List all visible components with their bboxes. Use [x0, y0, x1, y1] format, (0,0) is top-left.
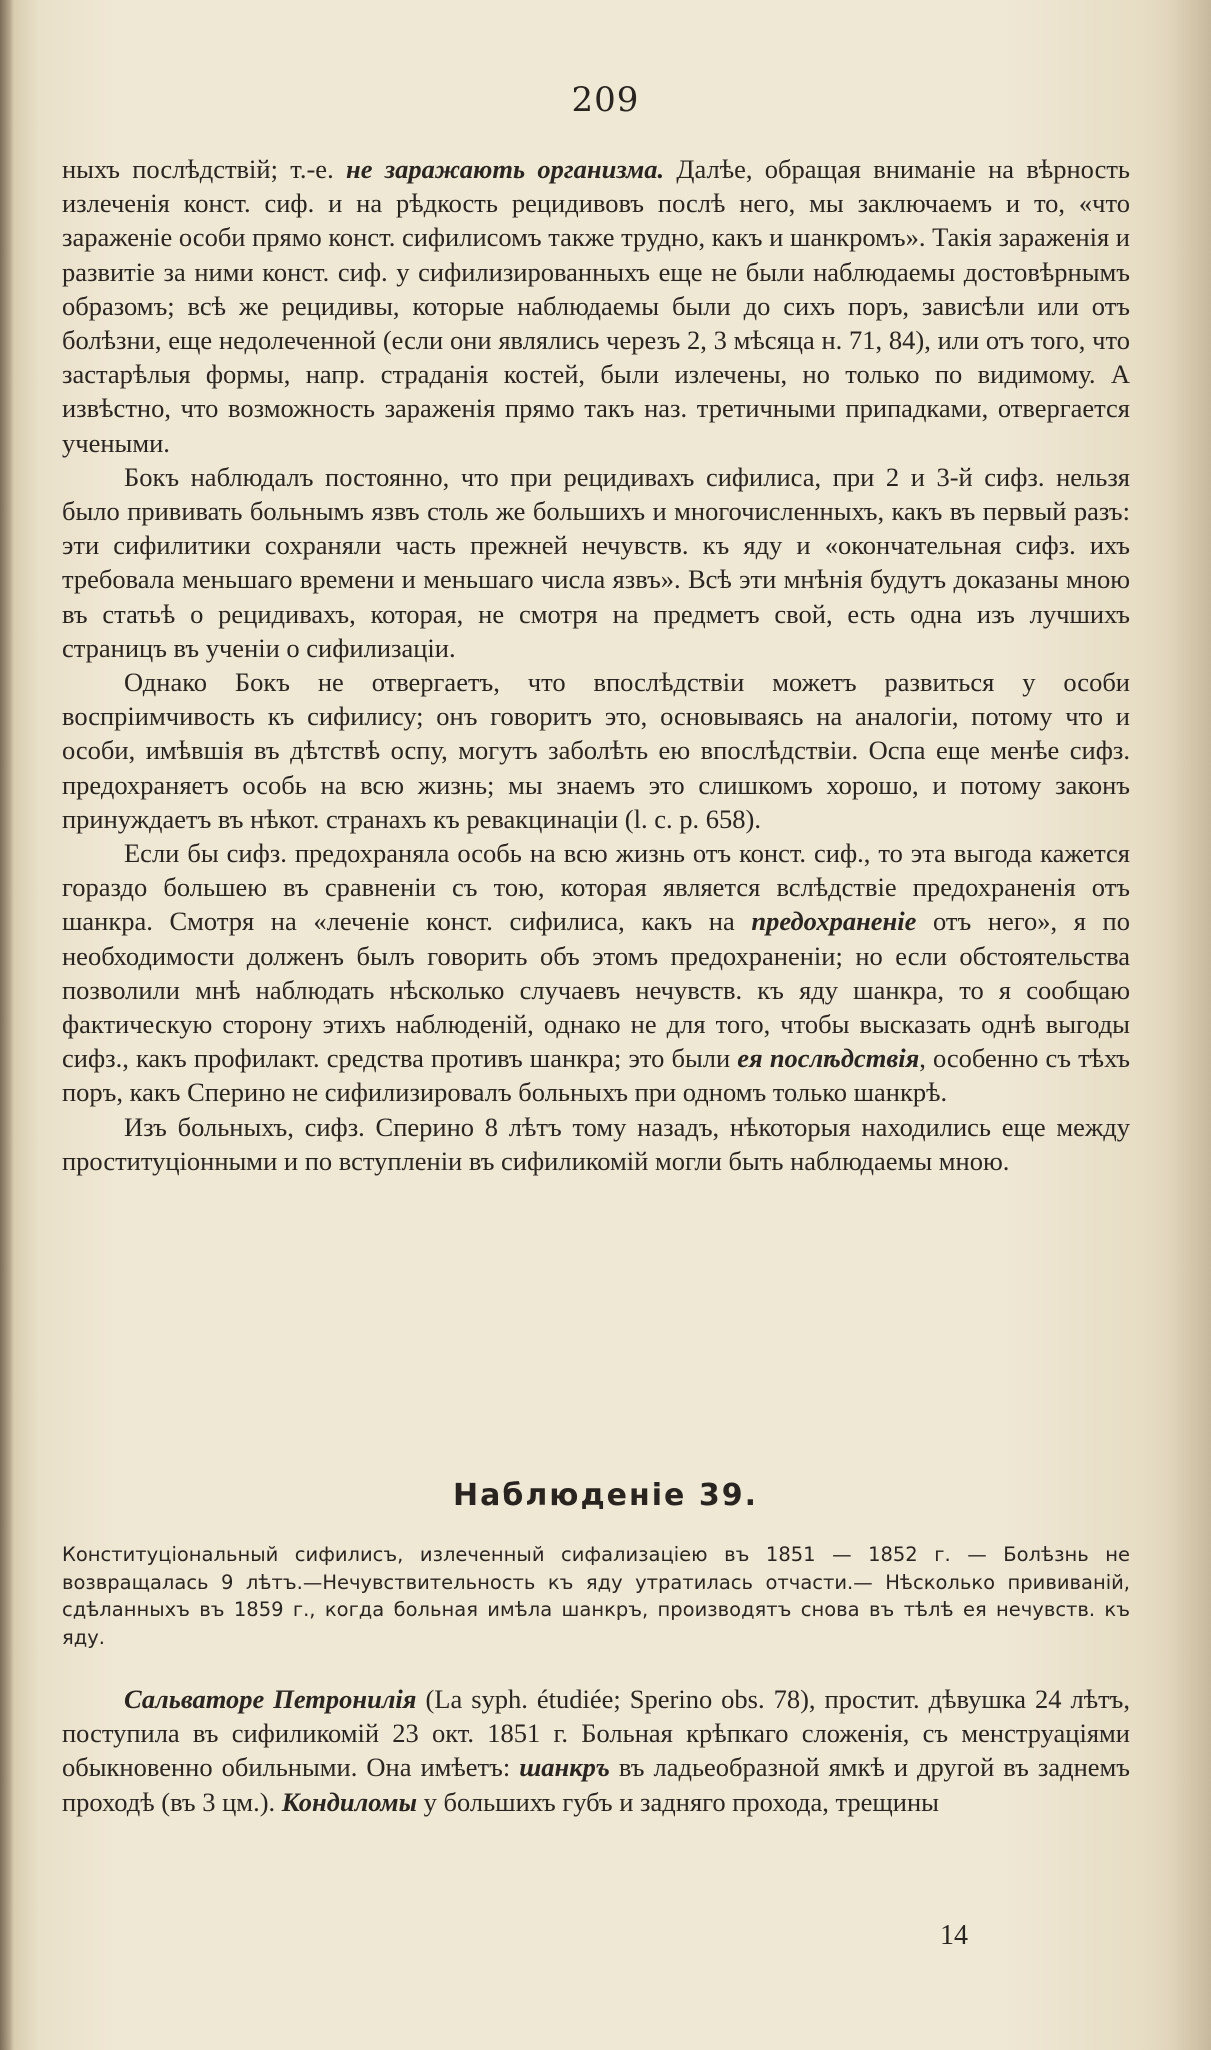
case-text — [62, 1682, 1130, 1819]
paragraph — [62, 1110, 1130, 1178]
paragraph — [62, 836, 1130, 1110]
body-text: отъ него», я по необходимости долженъ былъ говорить объ этомъ предохраненіи; но если обстоятельства позволили мнѣ наблюдать нѣсколько случаевъ нечувств. къ яду шанкра, то я сообщаю фактическую сторону этихъ наблюденій, однако не для того, чтобы высказать однѣ выгоды сифз., какъ профилакт. средства противъ шанкра; это были — [62, 906, 1130, 1074]
book-spine — [0, 0, 14, 2050]
body-text: у большихъ губъ и задняго прохода, трещины — [416, 1786, 939, 1817]
emphasis-text: шанкръ — [519, 1752, 610, 1783]
case-paragraph — [62, 1682, 1130, 1819]
body-text: , особенно съ тѣхъ поръ, какъ Сперино не сифилизировалъ больныхъ при одномъ только шанкрѣ. — [62, 1043, 1131, 1108]
body-text: въ ладьеобразной ямкѣ и другой въ заднемъ проходѣ (въ 3 цм.). — [62, 1752, 1130, 1817]
body-text: ныхъ послѣдствій; т.-е. — [62, 154, 347, 184]
emphasis-text: Кондиломы — [281, 1786, 417, 1817]
body-text: Бокъ наблюдалъ постоянно, что при рецидивахъ сифилиса, при 2 и 3-й сифз. нельзя было прививать больнымъ язвъ столь же большихъ и многочисленныхъ, какъ въ первый разъ: эти сифилитики сохраняли часть прежней нечувств. къ яду и «окончательная сифз. ихъ требовала меньшаго времени и меньшаго числа язвъ». Всѣ эти мнѣнія будутъ доказаны мною въ статьѣ о рецидивахъ, которая, не смотря на предметъ свой, есть одна изъ лучшихъ страницъ въ ученіи о сифилизаціи. — [62, 461, 1130, 663]
emphasis-text: предохраненіе — [751, 906, 917, 937]
page-edge-shadow — [1171, 0, 1211, 2050]
observation-heading: Наблюденіе 39. — [453, 1478, 758, 1513]
main-text — [62, 152, 1130, 1178]
page-number: 209 — [571, 80, 640, 120]
body-text: Если бы сифз. предохраняла особь на всю жизнь отъ конст. сиф., то эта выгода кажется гораздо большею въ сравненіи съ тою, которая является вслѣдствіе предохраненія отъ шанкра. Смотря на «леченіе конст. сифилиса, какъ на — [62, 838, 1130, 937]
body-text: Изъ больныхъ, сифз. Сперино 8 лѣтъ тому назадъ, нѣкоторыя находились еще между проституціонными и по вступленіи въ сифиликомій могли быть наблюдаемы мною. — [62, 1111, 1130, 1176]
emphasis-text: ея послѣдствія — [737, 1043, 920, 1074]
paragraph — [62, 460, 1130, 665]
body-text: (La syph. étudiée; Sperino obs. 78), простит. дѣвушка 24 лѣтъ, поступила въ сифиликомій 23 окт. 1851 г. Больная крѣпкаго сложенія, съ менструаціями обыкновенно обильными. Она имѣетъ: — [62, 1684, 1130, 1783]
body-text: Однако Бокъ не отвергаетъ, что впослѣдствіи можетъ развиться у особи воспріимчивость къ сифилису; онъ говоритъ это, основываясь на аналогіи, потому что и особи, имѣвшія въ дѣтствѣ оспу, могутъ заболѣть ею впослѣдствіи. Оспа еще менѣе сифз. предохраняетъ особь на всю жизнь; мы знаемъ это слишкомъ хорошо, и потому законъ принуждаетъ въ нѣкот. странахъ къ ревакцинаціи (l. c. p. 658). — [62, 667, 1130, 834]
paragraph — [62, 665, 1130, 836]
signature-mark: 14 — [940, 1920, 968, 1951]
emphasis-text: не заражають организма. — [346, 154, 665, 184]
observation-summary: Конституціональный сифилисъ, излеченный сифализаціею въ 1851 — 1852 г. — Болѣзнь не возвращалась 9 лѣтъ.—Нечувствительность къ яду утратилась отчасти.— Нѣсколько прививаній, сдѣланныхъ въ 1859 г., когда больная имѣла шанкръ, производятъ снова въ тѣлѣ ея нечувств. къ яду. — [62, 1543, 1130, 1649]
body-text: Далѣе, обращая вниманіе на вѣрность излеченія конст. сиф. и на рѣдкость рецидивовъ послѣ него, мы заключаемъ и то, «что зараженіе особи прямо конст. сифилисомъ также трудно, какъ и шанкромъ». Такія зараженія и развитіе за ними конст. сиф. у сифилизированныхъ еще не были наблюдаемы достовѣрнымъ образомъ; всѣ же рецидивы, которые наблюдаемы были до сихъ поръ, зависѣли или отъ болѣзни, еще недолеченной (если они являлись черезъ 2, 3 мѣсяца н. 71, 84), или отъ того, что застарѣлыя формы, напр. страданія костей, были излечены, но только по видимому. А извѣстно, что возможность зараженія прямо такъ наз. третичными припадками, отвергается учеными. — [62, 154, 1130, 458]
emphasis-text: Сальваторе Петронилія — [124, 1684, 417, 1714]
paragraph — [62, 152, 1130, 460]
